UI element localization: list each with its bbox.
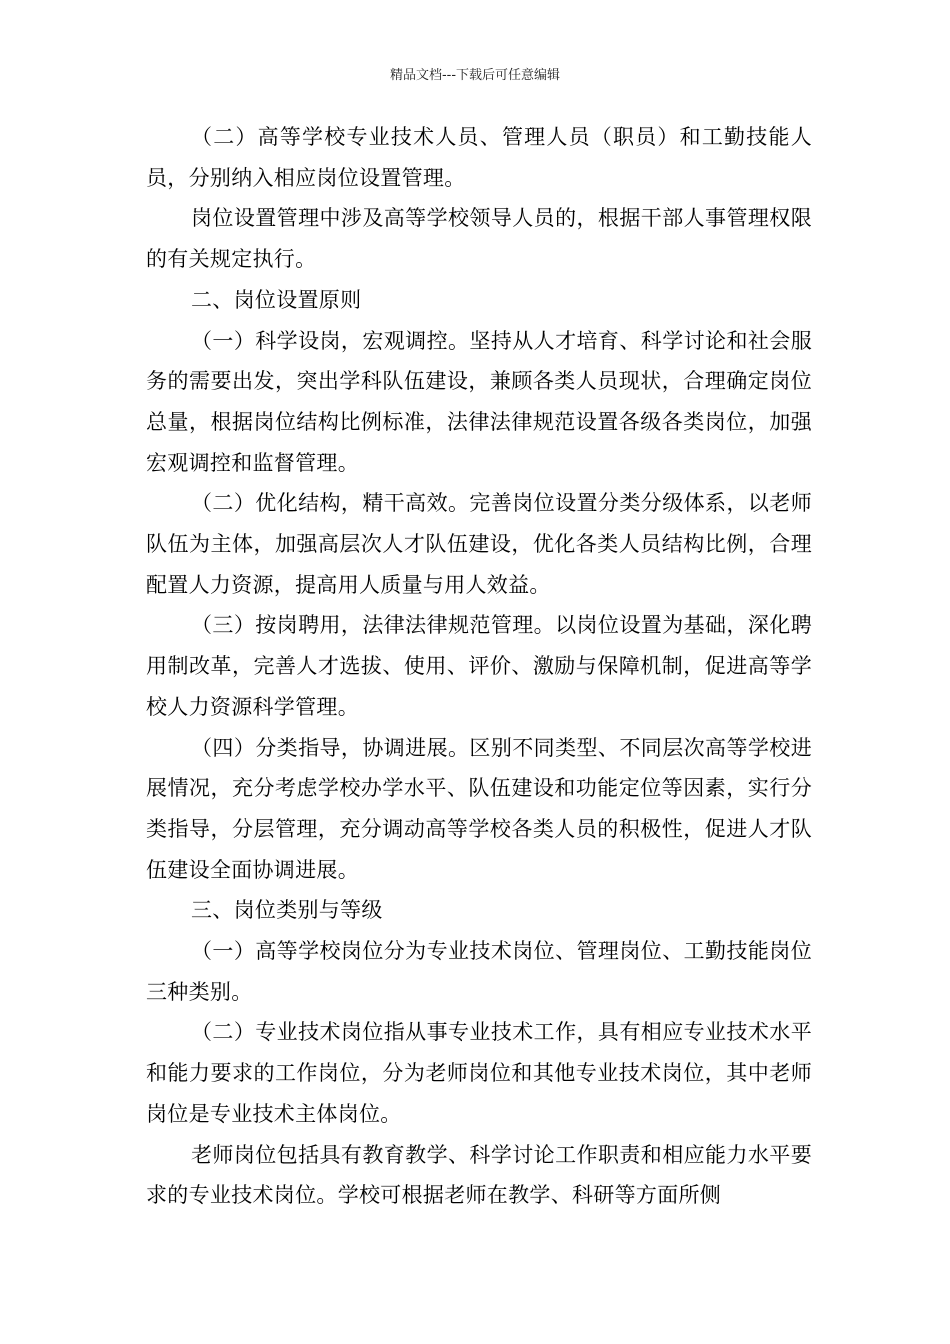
paragraph: 岗位设置管理中涉及高等学校领导人员的，根据干部人事管理权限的有关规定执行。: [146, 206, 812, 272]
paragraph: （二）高等学校专业技术人员、管理人员（职员）和工勤技能人员，分别纳入相应岗位设置管理。: [146, 125, 812, 190]
section-heading: 三、岗位类别与等级: [191, 898, 383, 923]
paragraph: （三）按岗聘用，法律法律规范管理。以岗位设置为基础，深化聘用制改革，完善人才选拔、使用、评价、激励与保障机制，促进高等学校人力资源科学管理。: [146, 613, 812, 719]
page-header: 精品文档---下载后可任意编辑: [389, 68, 561, 83]
paragraph: 老师岗位包括具有教育教学、科学讨论工作职责和相应能力水平要求的专业技术岗位。学校可根据老师在教学、科研等方面所侧: [146, 1142, 812, 1208]
paragraph: （一）高等学校岗位分为专业技术岗位、管理岗位、工勤技能岗位三种类别。: [146, 939, 812, 1004]
paragraph: （二）优化结构，精干高效。完善岗位设置分类分级体系，以老师队伍为主体，加强高层次人才队伍建设，优化各类人员结构比例，合理配置人力资源，提高用人质量与用人效益。: [146, 491, 812, 597]
section-heading: 二、岗位设置原则: [191, 287, 362, 312]
paragraph: （四）分类指导，协调进展。区别不同类型、不同层次高等学校进展情况，充分考虑学校办学水平、队伍建设和功能定位等因素，实行分类指导，分层管理，充分调动高等学校各类人员的积极性，促进人才队伍建设全面协调进展。: [146, 735, 812, 882]
document-body: [146, 117, 812, 1216]
paragraph: （二）专业技术岗位指从事专业技术工作，具有相应专业技术水平和能力要求的工作岗位，分为老师岗位和其他专业技术岗位，其中老师岗位是专业技术主体岗位。: [146, 1020, 812, 1126]
paragraph: （一）科学设岗，宏观调控。坚持从人才培育、科学讨论和社会服务的需要出发，突出学科队伍建设，兼顾各类人员现状，合理确定岗位总量，根据岗位结构比例标准，法律法律规范设置各级各类岗位，加强宏观调控和监督管理。: [146, 328, 812, 475]
